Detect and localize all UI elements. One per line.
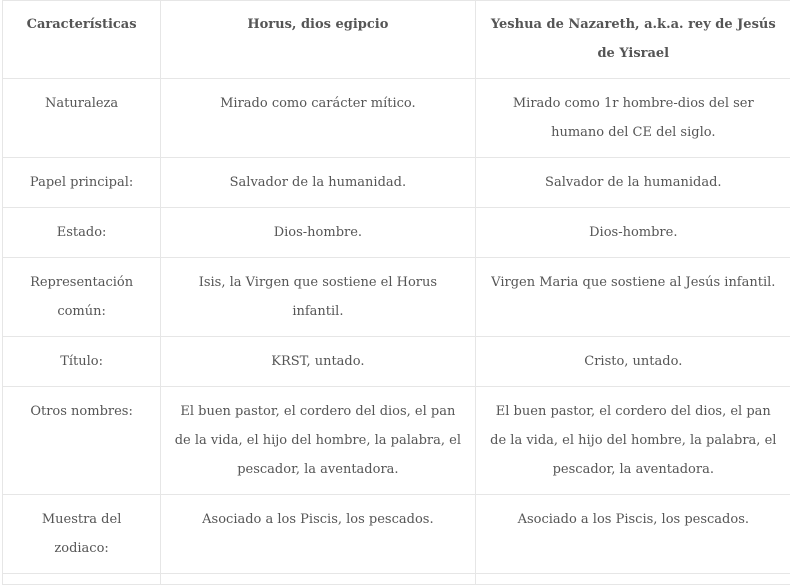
table-row	[3, 79, 790, 158]
table-row	[3, 387, 790, 495]
table-row	[3, 158, 790, 208]
header-caracteristicas: Características	[3, 1, 161, 79]
yeshua-cell: Mirado como 1r hombre-dios del ser humano del CE del siglo.	[475, 79, 790, 158]
yeshua-cell: Dios-hombre.	[475, 208, 790, 258]
table-row	[3, 495, 790, 574]
horus-cell: Mirado como carácter mítico.	[161, 79, 475, 158]
table-row	[3, 337, 790, 387]
table-header-row	[3, 1, 790, 79]
comparison-table	[2, 0, 790, 585]
yeshua-cell: Asociado a los Piscis, los pescados.	[475, 495, 790, 574]
row-label: Estado:	[3, 208, 161, 258]
horus-cell-empty	[161, 574, 475, 585]
yeshua-cell: Virgen Maria que sostiene al Jesús infantil.	[475, 258, 790, 337]
horus-cell: KRST, untado.	[161, 337, 475, 387]
horus-cell: El buen pastor, el cordero del dios, el pan de la vida, el hijo del hombre, la palabra, el pescador, la aventadora.	[161, 387, 475, 495]
row-label: Muestra del zodiaco:	[3, 495, 161, 574]
yeshua-cell: Salvador de la humanidad.	[475, 158, 790, 208]
table-row	[3, 258, 790, 337]
table-row	[3, 208, 790, 258]
row-label: Otros nombres:	[3, 387, 161, 495]
yeshua-cell: El buen pastor, el cordero del dios, el pan de la vida, el hijo del hombre, la palabra, el pescador, la aventadora.	[475, 387, 790, 495]
row-label: Título:	[3, 337, 161, 387]
row-label: Naturaleza	[3, 79, 161, 158]
horus-cell: Asociado a los Piscis, los pescados.	[161, 495, 475, 574]
table-row-partial	[3, 574, 790, 585]
horus-cell: Isis, la Virgen que sostiene el Horus infantil.	[161, 258, 475, 337]
header-yeshua: Yeshua de Nazareth, a.k.a. rey de Jesús de Yisrael	[475, 1, 790, 79]
yeshua-cell-empty	[475, 574, 790, 585]
header-horus: Horus, dios egipcio	[161, 1, 475, 79]
row-label: Representación común:	[3, 258, 161, 337]
row-label: Papel principal:	[3, 158, 161, 208]
row-label-empty	[3, 574, 161, 585]
horus-cell: Dios-hombre.	[161, 208, 475, 258]
yeshua-cell: Cristo, untado.	[475, 337, 790, 387]
horus-cell: Salvador de la humanidad.	[161, 158, 475, 208]
